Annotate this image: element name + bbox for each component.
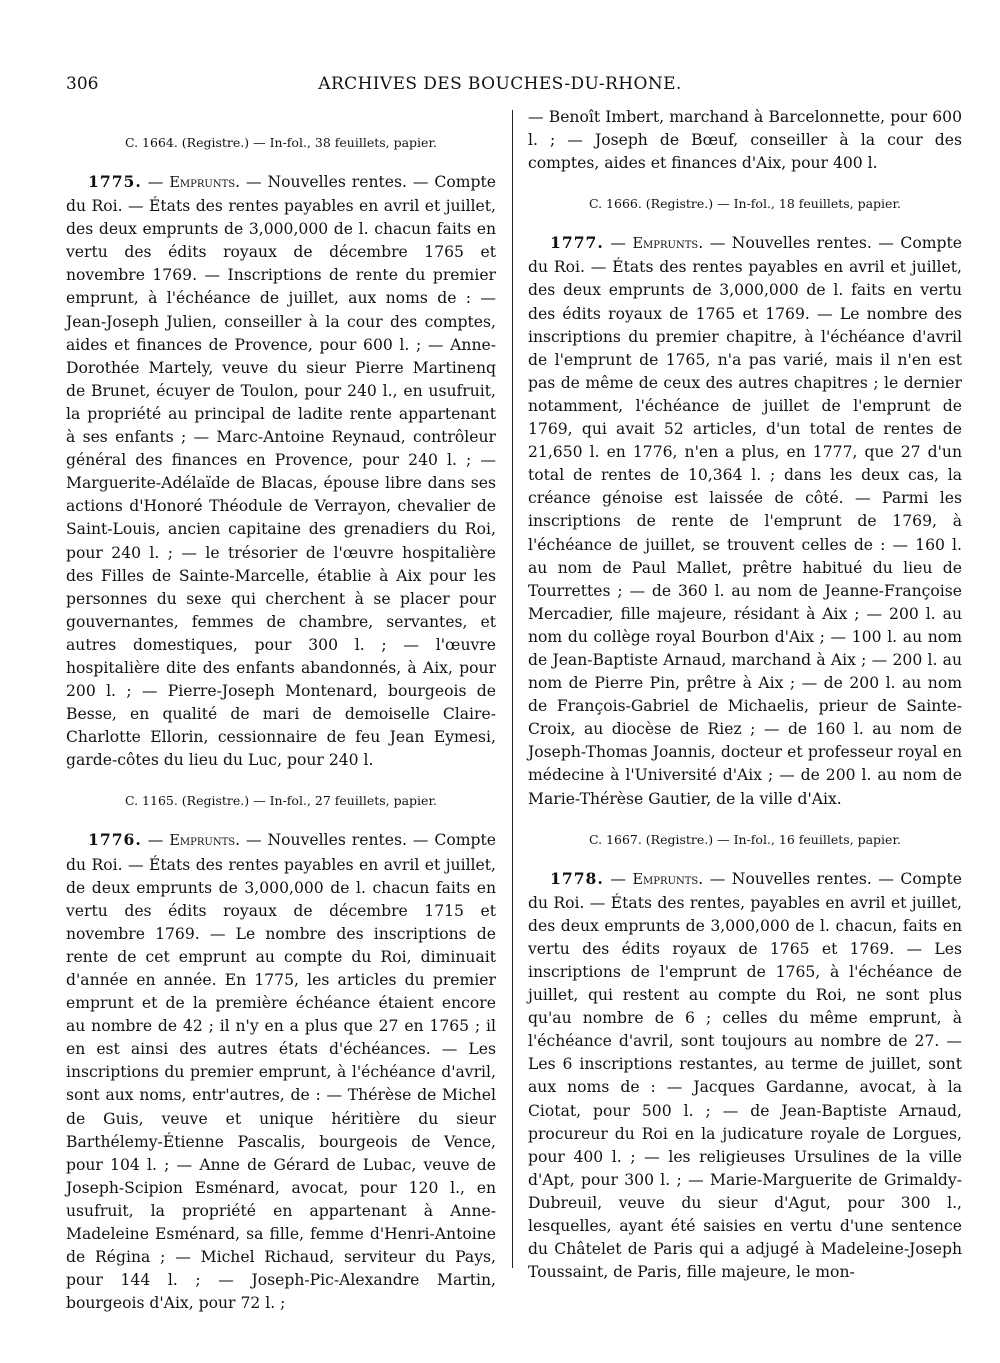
entry-keyword: Emprunts	[632, 236, 699, 253]
entry-keyword: Emprunts	[169, 175, 236, 191]
column-rule	[512, 110, 513, 1268]
running-title: ARCHIVES DES BOUCHES-DU-RHONE.	[318, 74, 682, 94]
entry-1777	[528, 231, 962, 810]
entry-number: 1776.	[88, 830, 142, 850]
entry-text: . — Nouvelles rentes. — Compte du Roi. — États des rentes payables en avril et juillet, de deux emprunts de 3,000,000 de l. chacun faits en vertu des édits royaux de décembre 1715 et novembre 1769. — Le nombre des inscriptions de rente de cet emprunt au compte du Roi, diminuait d'année en année. En 1775, les articles du premier emprunt et de la première échéance étaient encore au nombre de 42 ; il n'y en a plus que 27 en 1765 ; il en est ainsi des autres états d'échéances. — Les inscriptions du premier emprunt, à l'échéance d'avril, sont aux noms, entr'autres, de : — Thérèse de Michel de Guis, veuve et unique héritière du sieur Barthélemy-Étienne Pascalis, bourgeois de Vence, pour 104 l. ; — Anne de Gérard de Lubac, veuve de Joseph-Scipion Esménard, avocat, pour 120 l., en usufruit, la propriété en appartenant à Anne-Madeleine Esménard, sa fille, femme d'Henri-Antoine de Régina ; — Michel Richaud, serviteur du Pays, pour 144 l. ; — Joseph-Pic-Alexandre Martin, bourgeois d'Aix, pour 72 l. ;	[66, 831, 496, 1313]
caption-c1667: C. 1667. (Registre.) — In-fol., 16 feuillets, papier.	[588, 831, 902, 847]
entry-number: 1777.	[550, 233, 604, 253]
entry-text: . — Nouvelles rentes. — Compte du Roi. — États des rentes payables en avril et juillet, des deux emprunts de 3,000,000 de l. chacun faits en vertu des édits royaux de décembre 1765 et novembre 1769. — Inscriptions de rente du premier emprunt, à l'échéance de juillet, aux noms de : — Jean-Joseph Julien, conseiller à la cour des comptes, aides et finances de Provence, pour 600 l. ; — Anne-Dorothée Martely, veuve du sieur Pierre Martinenq de Brunet, écuyer de Toulon, pour 240 l., en usufruit, la propriété au principal de ladite rente appartenant à ses enfants ; — Marc-Antoine Reynaud, contrôleur général des finances en Provence, pour 240 l. ; — Marguerite-Adélaïde de Blacas, épouse libre dans ses actions d'Honoré Théodule de Verrayon, chevalier de Saint-Louis, ancien capitaine des grenadiers du Roi, pour 240 l. ; — le trésorier de l'œuvre hospitalière des Filles de Sainte-Marcelle, établie à Aix pour les personnes du sexe qui cherchent à se placer pour gouvernantes, femmes de chambre, servantes, et autres domestiques, pour 300 l. ; — l'œuvre hospitalière dite des enfants abandonnés, à Aix, pour 200 l. ; — Pierre-Joseph Montenard, bourgeois de Besse, en qualité de mari de demoiselle Claire-Charlotte Ellorin, cessionnaire de feu Jean Eymesi, garde-côtes du lieu du Luc, pour 240 l.	[66, 173, 496, 770]
entry-separator: —	[603, 869, 633, 888]
entry-1778	[528, 867, 962, 1285]
left-column	[66, 106, 496, 1315]
entry-1775	[66, 170, 496, 772]
entry-1776	[66, 828, 496, 1315]
entry-separator: —	[141, 173, 170, 191]
entry-keyword: Emprunts	[632, 871, 699, 888]
entry-number: 1778.	[550, 868, 604, 888]
caption-c1165: C. 1165. (Registre.) — In-fol., 27 feuillets, papier.	[124, 793, 438, 809]
entry-number: 1775.	[88, 172, 142, 191]
caption-c1666: C. 1666. (Registre.) — In-fol., 18 feuillets, papier.	[588, 196, 902, 212]
entry-text: . — Nouvelles rentes. — Compte du Roi. — États des rentes, payables en avril et juillet, des deux emprunts de 3,000,000 de l. chacun, faits en vertu des édits royaux de 1765 et 1769. — Les inscriptions de l'emprunt de 1765, à l'échéance de juillet, qui restent au compte du Roi, ne sont plus qu'au nombre de 6 ; celles du même emprunt, à l'échéance d'avril, sont toujours au nombre de 27. — Les 6 inscriptions restantes, au terme de juillet, sont aux noms de : — Jacques Gardanne, avocat, à la Ciotat, pour 500 l. ; — de Jean-Baptiste Arnaud, procureur du Roi en la judicature royale de Lorgues, pour 400 l. ; — les religieuses Ursulines de la ville d'Apt, pour 300 l. ; — Marie-Marguerite de Grimaldy-Dubreuil, veuve du sieur d'Agut, pour 300 l., lesquelles, ayant été saisies en vertu d'une sentence du Châtelet de Paris qui a adjugé à Madeleine-Joseph Toussaint, de Paris, fille majeure, le mon-	[528, 869, 962, 1282]
entry-text: . — Nouvelles rentes. — Compte du Roi. — États des rentes payables en avril et juillet, des deux emprunts de 3,000,000 de l. faits en vertu des édits royaux de 1765 et 1769. — Le nombre des inscriptions du premier chapitre, à l'échéance d'avril de l'emprunt de 1765, n'a pas varié, mais il n'en est pas de même de ceux des autres chapitres ; le dernier notamment, l'échéance de juillet de l'emprunt de 1769, qui avait 52 articles, d'un total de rentes de 21,650 l. en 1776, n'en a plus, en 1777, que 27 d'un total de rentes de 10,364 l. ; dans les deux cas, la créance génoise est laissée de côté. — Parmi les inscriptions de rente de l'emprunt de 1769, à l'échéance de juillet, se trouvent celles de : — 160 l. au nom de Paul Mallet, prêtre habitué du lieu de Tourrettes ; — de 360 l. au nom de Jeanne-Françoise Mercadier, fille majeure, résidant à Aix ; — 200 l. au nom du collège royal Bourbon d'Aix ; — 100 l. au nom de Jean-Baptiste Arnaud, marchand à Aix ; — 200 l. au nom de Pierre Pin, prêtre à Aix ; — de 200 l. au nom de François-Gabriel de Michaelis, prieur de Sainte-Croix, au diocèse de Riez ; — de 160 l. au nom de Joseph-Thomas Joannis, docteur et professeur royal en médecine à l'Université d'Aix ; — de 200 l. au nom de Marie-Thérèse Gautier, de la ville d'Aix.	[528, 234, 962, 808]
entry-keyword: Emprunts	[169, 833, 236, 850]
entry-separator: —	[141, 831, 170, 850]
entry-separator: —	[603, 234, 633, 253]
continuation-text: — Benoît Imbert, marchand à Barcelonnette, pour 600 l. ; — Joseph de Bœuf, conseiller à la cour des comptes, aides et finances d'Aix, pour 400 l.	[528, 108, 962, 173]
right-column	[528, 106, 962, 1284]
caption-c1664: C. 1664. (Registre.) — In-fol., 38 feuillets, papier.	[124, 135, 438, 150]
page-number: 306	[66, 74, 99, 94]
